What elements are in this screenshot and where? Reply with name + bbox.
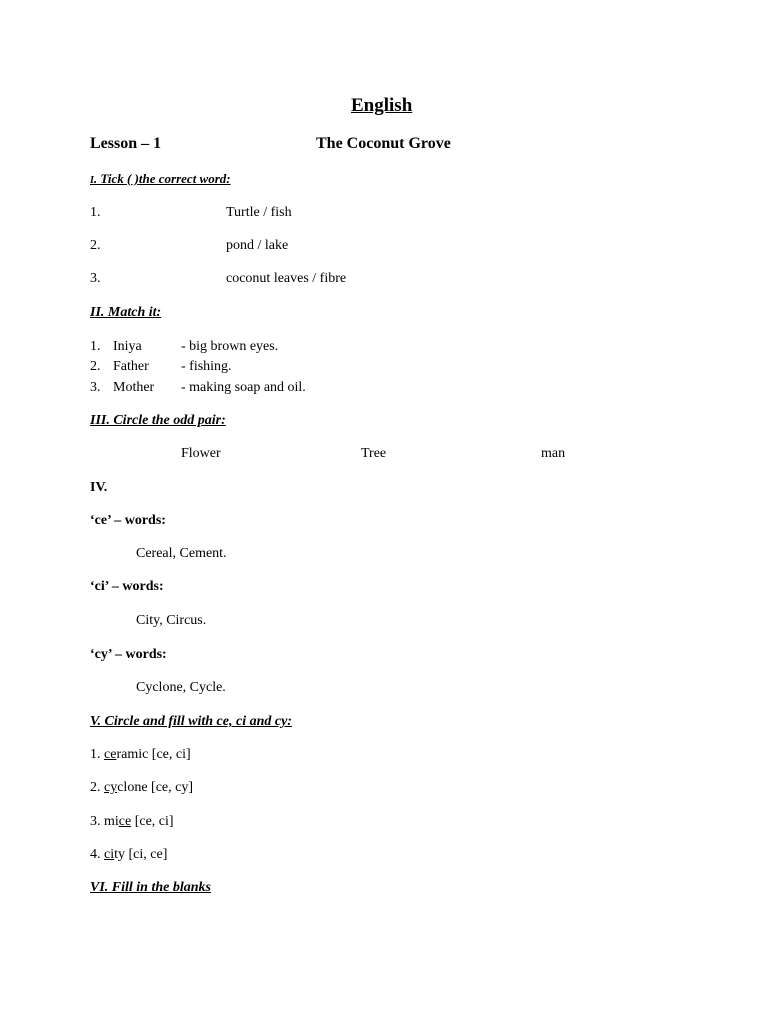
fill-item: 4. city [ci, ce]: [90, 847, 168, 862]
section-4-heading: IV.: [90, 480, 108, 495]
match-left: Father: [113, 359, 149, 374]
section-1-text: . Tick ( )the correct word:: [93, 171, 231, 186]
word-group-words: Cereal, Cement.: [136, 546, 227, 561]
match-right: - fishing.: [181, 359, 232, 374]
match-right: - making soap and oil.: [181, 380, 306, 395]
lesson-label: Lesson – 1: [90, 135, 162, 152]
section-1-item-text: pond / lake: [226, 238, 289, 253]
odd-word: man: [541, 446, 566, 461]
section-1-item-text: coconut leaves / fibre: [226, 271, 347, 286]
page-title: English: [351, 95, 413, 116]
section-1-item-num: 2.: [90, 238, 101, 253]
section-6-heading: VI. Fill in the blanks: [90, 880, 211, 895]
match-num: 3.: [90, 380, 101, 395]
match-left: Iniya: [113, 339, 142, 354]
fill-item: 3. mice [ce, ci]: [90, 814, 174, 829]
word-group-words: City, Circus.: [136, 613, 207, 628]
lesson-name: The Coconut Grove: [316, 135, 451, 152]
section-1-item-text: Turtle / fish: [226, 205, 292, 220]
section-1-prefix: I: [90, 175, 94, 186]
section-3-heading: III. Circle the odd pair:: [90, 413, 226, 428]
match-left: Mother: [113, 380, 155, 395]
word-group-label: ‘ci’ – words:: [90, 579, 164, 594]
word-group-label: ‘ce’ – words:: [90, 513, 166, 528]
section-2-heading: II. Match it:: [90, 305, 162, 320]
word-group-words: Cyclone, Cycle.: [136, 680, 226, 695]
odd-word: Tree: [361, 446, 387, 461]
section-1-item-num: 3.: [90, 271, 101, 286]
section-1-item-num: 1.: [90, 205, 101, 220]
odd-word: Flower: [181, 446, 221, 461]
match-num: 2.: [90, 359, 101, 374]
section-5-heading: V. Circle and fill with ce, ci and cy:: [90, 714, 292, 729]
section-1-heading: [90, 171, 231, 187]
fill-item: 2. cyclone [ce, cy]: [90, 780, 194, 795]
match-num: 1.: [90, 339, 101, 354]
word-group-label: ‘cy’ – words:: [90, 647, 167, 662]
fill-item: 1. ceramic [ce, ci]: [90, 747, 191, 762]
match-right: - big brown eyes.: [181, 339, 279, 354]
